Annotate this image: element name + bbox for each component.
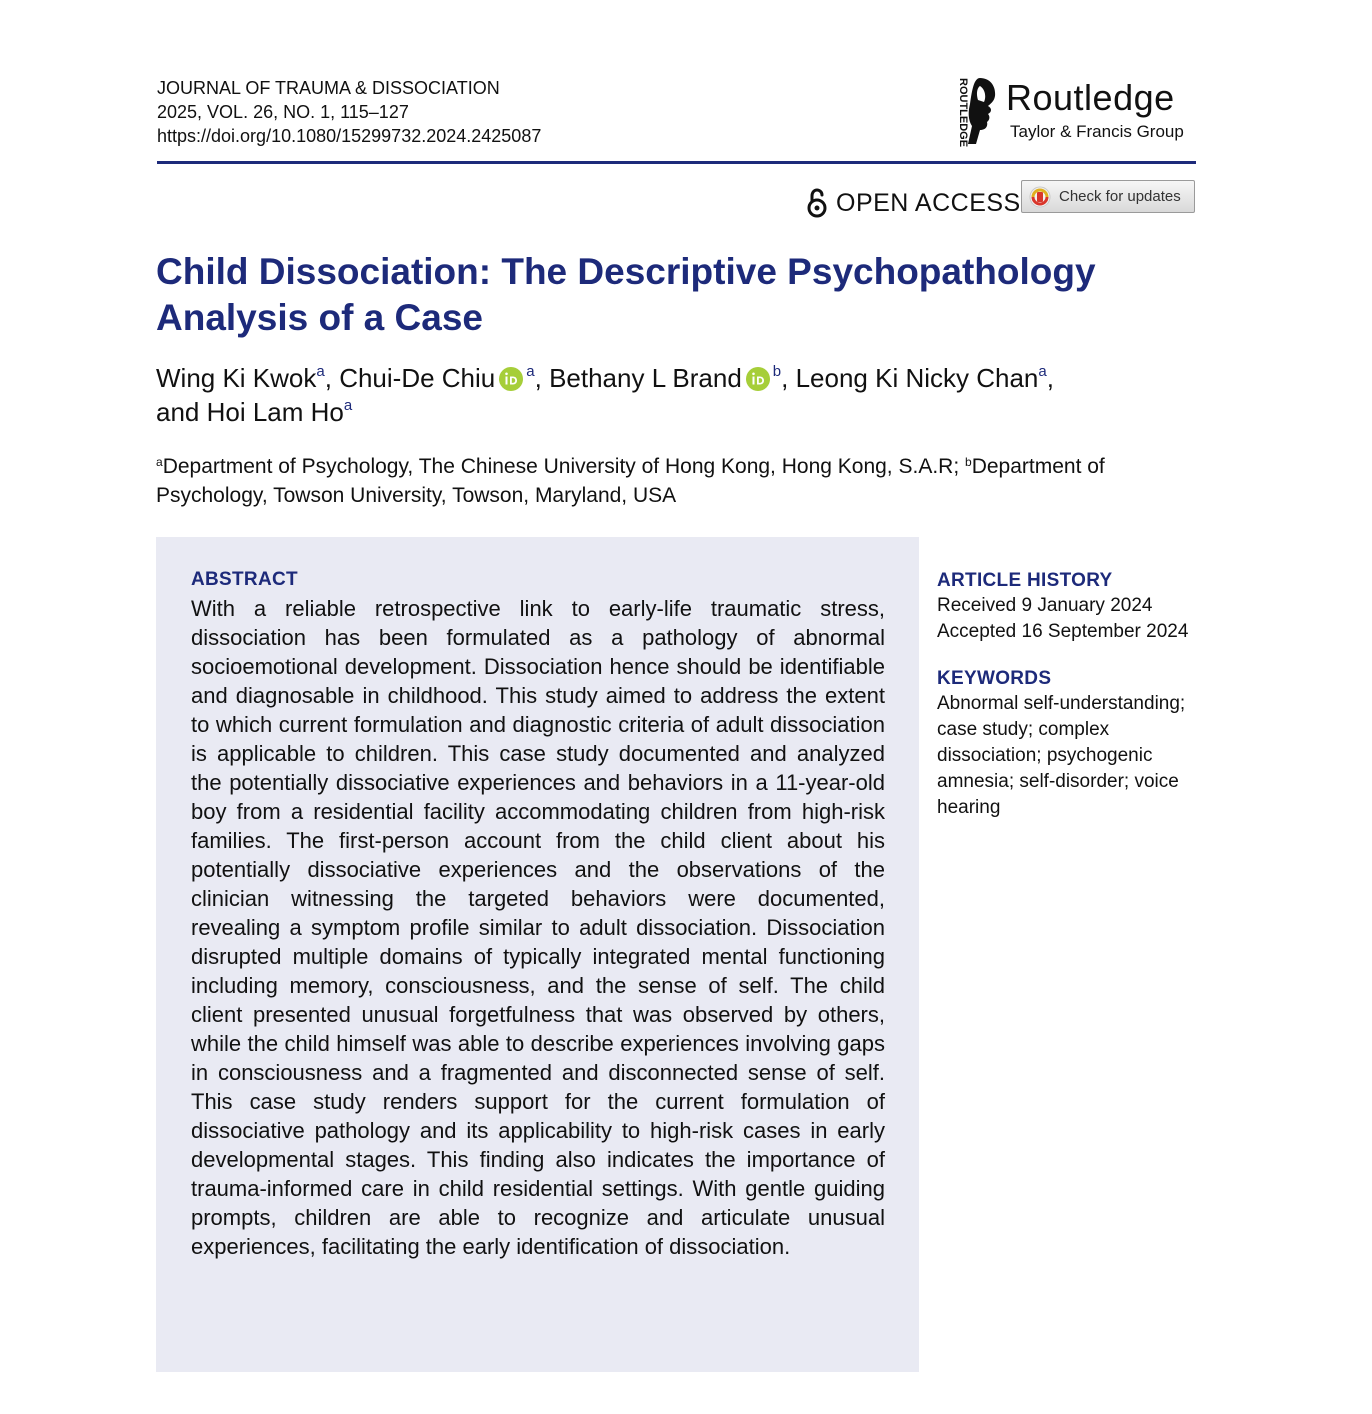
author-name[interactable]: Leong Ki Nicky Chan <box>795 363 1039 393</box>
article-history-heading: ARTICLE HISTORY <box>937 570 1113 591</box>
author-separator: , <box>534 363 550 393</box>
author-separator: , <box>781 363 796 393</box>
journal-name: JOURNAL OF TRAUMA & DISSOCIATION <box>157 78 500 98</box>
open-access-badge <box>806 186 1021 220</box>
profile-head-icon <box>966 76 998 146</box>
open-access-label: OPEN ACCESS <box>836 188 1021 217</box>
affiliation-mark: a <box>156 455 163 469</box>
abstract-heading: ABSTRACT <box>191 569 298 590</box>
publisher-name: Routledge <box>1006 77 1175 118</box>
keywords <box>937 667 1207 821</box>
author-name[interactable]: Chui-De Chiu <box>339 363 496 393</box>
check-for-updates-label: Check for updates <box>1059 188 1181 205</box>
journal-volume: 2025, VOL. 26, NO. 1, 115–127 <box>157 102 409 122</box>
article-history <box>937 569 1207 645</box>
affiliation-text: Department of Psychology, Towson University, Towson, Maryland, USA <box>156 455 1105 507</box>
abstract-text: With a reliable retrospective link to early-life traumatic stress, dissociation has been formulated as a pathology of abnormal socioemotional development. Dissociation hence should be identifiable and diagnosable in childhood. This study aimed to address the extent to which current formulation and diagnostic criteria of adult dissociation is applicable to children. This case study documented and analyzed the potentially dissociative experiences and behaviors in a 11-year-old boy from a residential facility accommodating children from high-risk families. The first-person account from the child client about his potentially dissociative experiences and the observations of the clinician witnessing the targeted behaviors were documented, revealing a symptom profile similar to adult dissociation. Dissociation disrupted multiple domains of typically integrated mental functioning including memory, consciousness, and the sense of self. The child client presented unusual forgetfulness that was observed by others, while the child himself was able to describe experiences involving gaps in consciousness and a fragmented and disconnected sense of self. This case study renders support for the current formulation of dissociative pathology and its applicability to high-risk cases in early developmental stages. This finding also indicates the importance of trauma-informed care in child residential settings. With gentle guiding prompts, children are able to recognize and articulate unusual experiences, facilitating the early identification of dissociation. <box>191 596 885 1259</box>
affiliation-mark: a <box>526 363 535 380</box>
header-rule <box>157 161 1196 164</box>
affiliation-mark: b <box>965 455 972 469</box>
affiliations <box>156 452 1196 510</box>
check-for-updates-button[interactable] <box>1021 180 1195 213</box>
author-name[interactable]: Bethany L Brand <box>549 363 742 393</box>
affiliation-mark: a <box>343 397 353 414</box>
publisher-group: Taylor & Francis Group <box>1010 122 1184 141</box>
author-separator: , <box>324 363 340 393</box>
orcid-icon[interactable] <box>499 367 523 391</box>
affiliation-mark: a <box>1038 363 1047 380</box>
journal-header <box>157 76 541 148</box>
routledge-vertical-wordmark <box>944 76 969 148</box>
received-date: Received 9 January 2024 <box>937 595 1153 616</box>
author-name[interactable]: Hoi Lam Ho <box>206 397 344 427</box>
author-list <box>156 361 1196 429</box>
journal-doi-link[interactable]: https://doi.org/10.1080/15299732.2024.2425087 <box>157 126 542 146</box>
publisher-logo[interactable] <box>944 76 1199 150</box>
keywords-heading: KEYWORDS <box>937 668 1052 689</box>
author-name[interactable]: Wing Ki Kwok <box>156 363 317 393</box>
vertical-wordmark-text: ROUTLEDGE <box>957 78 969 148</box>
accepted-date: Accepted 16 September 2024 <box>937 621 1189 642</box>
affiliation-mark: b <box>772 363 782 380</box>
open-lock-icon <box>806 188 828 218</box>
keywords-text: Abnormal self-understanding; case study; complex dissociation; psychogenic amnesia; self-disorder; voice hearing <box>937 693 1186 818</box>
author-separator: , <box>1046 363 1054 393</box>
article-title: Child Dissociation: The Descriptive Psychopathology Analysis of a Case <box>156 251 1096 338</box>
author-and: and <box>156 397 207 427</box>
check-updates-icon <box>1029 186 1051 208</box>
orcid-icon[interactable] <box>746 367 770 391</box>
affiliation-text: Department of Psychology, The Chinese University of Hong Kong, Hong Kong, S.A.R; <box>162 455 965 478</box>
affiliation-mark: a <box>316 363 325 380</box>
